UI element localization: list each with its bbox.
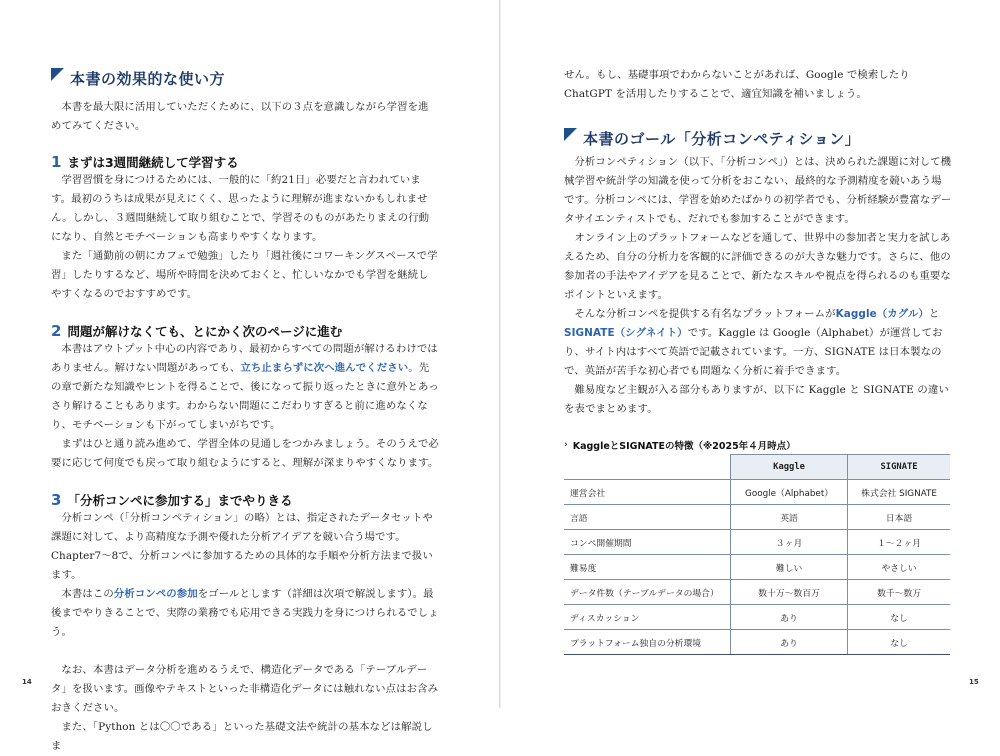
- table-cell: 数千〜数万: [848, 580, 950, 605]
- section-heading-goal: [564, 126, 952, 150]
- row-label: コンペ開催期間: [564, 530, 731, 555]
- item-number: 1: [51, 153, 62, 171]
- section-title: 本書のゴール「分析コンペティション」: [583, 129, 861, 148]
- table-cell: 株式会社 SIGNATE: [848, 480, 950, 505]
- table-cell: 数十万〜数百万: [731, 580, 848, 605]
- emphasis-text: Kaggle（カグル）: [835, 308, 929, 320]
- paragraph: 学習習慣を身につけるためには、一般的に「約21日」必要だと言われています。最初のうちは成果が見えにくく、思ったように理解が進まないかもしれません。しかし、３週間継続して取り組むことで、学習そのものがあたりまえの行動になり、自然とモチベーションも高まりやすくなります。: [51, 174, 430, 243]
- note-paragraph: なお、本書はデータ分析を進めるうえで、構造化データである「テーブルデータ」を扱います。画像やテキストといった非構造化データには触れない点はお含みおきください。: [51, 664, 439, 714]
- paragraph: また「通勤前の朝にカフェで勉強」したり「週社後にコワーキングスペースで学習」したりするなど、場所や時間を決めておくと、忙しいなかでも学習を継続しやすくなるのでおすすめです。: [51, 250, 438, 300]
- table-caption: [564, 436, 952, 454]
- left-page: [0, 0, 499, 752]
- intro-paragraph: 本書を最大限に活用していただくために、以下の３点を意識しながら学習を進めてみてください。: [51, 101, 429, 132]
- page-number: 14: [22, 678, 32, 686]
- emphasis-text: 分析コンペの参加: [113, 588, 198, 600]
- table-cell: 難しい: [731, 555, 848, 580]
- section-heading-usage: [51, 66, 439, 90]
- row-label: 難易度: [564, 555, 731, 580]
- comparison-table: [564, 454, 950, 655]
- item-title: 問題が解けなくても、とにかく次のページに進む: [67, 324, 343, 339]
- table-cell: １〜２ヶ月: [848, 530, 950, 555]
- continued-paragraph: せん。もし、基礎事項でわからないことがあれば、Google で検索したり ChatGPT を活用したりすることで、適宜知識を補いましょう。: [564, 69, 910, 100]
- table-row: [564, 530, 950, 555]
- row-label: プラットフォーム独自の分析環境: [564, 630, 731, 655]
- table-row: [564, 630, 950, 655]
- text-span: と: [928, 308, 940, 320]
- row-label: データ件数（テーブルデータの場合）: [564, 580, 731, 605]
- table-row: [564, 605, 950, 630]
- emphasis-text: SIGNATE（シグネイト）: [564, 327, 688, 339]
- text-span: 本書はこの: [61, 588, 114, 600]
- emphasis-text: 立ち止まらずに次へ進んでください: [240, 362, 409, 374]
- text-span: そんな分析コンペを提供する有名なプラットフォームが: [574, 308, 836, 320]
- table-row: [564, 505, 950, 530]
- page-number: 15: [969, 678, 979, 686]
- left-page-content: [51, 66, 439, 756]
- row-label: 運営会社: [564, 480, 731, 505]
- table-cell: あり: [731, 630, 848, 655]
- table-cell: 日本語: [848, 505, 950, 530]
- row-label: 言語: [564, 505, 731, 530]
- table-row: [564, 480, 950, 505]
- item-heading-1: [51, 153, 439, 171]
- paragraph: オンライン上のプラットフォームなどを通して、世界中の参加者と実力を試しあえるため、自分の分析力を客観的に評価できるのが大きな魅力です。さらに、他の参加者の手法やアイデアを見ることで、新たなスキルや視点を得られるのも重要なポイントといえます。: [564, 232, 951, 301]
- text-span: です。Kaggle は Google（Alphabet）が運営しており、サイト内はすべて英語で記載されています。一方、SIGNATE は日本製なので、英語が苦手な初心者でも問題なく分析に着手できます。: [564, 327, 943, 377]
- right-page: [501, 0, 1000, 708]
- section-title: 本書の効果的な使い方: [70, 69, 226, 88]
- table-header-row: [564, 455, 950, 480]
- table-header-cell: SIGNATE: [848, 455, 950, 480]
- table-cell: 英語: [731, 505, 848, 530]
- table-header-cell: Kaggle: [731, 455, 848, 480]
- heading-triangle-icon: [564, 128, 577, 141]
- table-cell: あり: [731, 605, 848, 630]
- heading-triangle-icon: [51, 68, 64, 81]
- paragraph: 分析コンペ（「分析コンペティション」の略）とは、指定されたデータセットや課題に対して、より高精度な予測や優れた分析アイデアを競い合う場です。Chapter7〜8で、分析コンペに参加するための具体的な手順や分析方法まで扱います。: [51, 512, 433, 581]
- right-page-content: [564, 66, 952, 655]
- item-number: 3: [51, 491, 62, 509]
- table-caption-text: KaggleとSIGNATEの特徴（※2025年４月時点）: [572, 441, 796, 452]
- chevron-right-icon: ›: [564, 440, 568, 450]
- paragraph: まずはひと通り読み進めて、学習全体の見通しをつかみましょう。そのうえで必要に応じて何度でも戻って取り組むようにすると、理解が深まりやすくなります。: [51, 438, 439, 469]
- paragraph: 分析コンペティション（以下、「分析コンペ」）とは、決められた課題に対して機械学習や統計学の知識を使って分析をおこない、最終的な予測精度を競いあう場です。分析コンペには、学習を始めたばかりの初学者でも、分析経験が豊富なデータサイエンティストでも、だれでも参加することができます。: [564, 156, 952, 225]
- paragraph: [51, 340, 439, 435]
- table-row: [564, 580, 950, 605]
- table-cell: なし: [848, 605, 950, 630]
- item-title: 「分析コンペに参加する」までやりきる: [67, 493, 293, 508]
- table-cell: やさしい: [848, 555, 950, 580]
- table-cell: ３ヶ月: [731, 530, 848, 555]
- text-span: 。先の章で新たな知識やヒントを得ることで、後になって振り返ったときに意外とあっさり解けることもあります。わからない問題にこだわりすぎると前に進めなくなり、モチベーションも下がってしまいがちです。: [51, 362, 439, 431]
- paragraph: [51, 585, 439, 642]
- paragraph: 難易度など主観が入る部分もありますが、以下に Kaggle と SIGNATE の違いを表でまとめます。: [564, 384, 949, 415]
- item-number: 2: [51, 322, 62, 340]
- table-cell: Google（Alphabet）: [731, 480, 848, 505]
- table-cell: なし: [848, 630, 950, 655]
- item-title: まずは3週間継続して学習する: [67, 155, 239, 170]
- table-row: [564, 555, 950, 580]
- paragraph: [564, 305, 952, 381]
- table-header-cell: [564, 455, 731, 480]
- note-paragraph: また、「Python とは〇〇である」といった基礎文法や統計の基本などは解説しま: [51, 721, 433, 752]
- text-span: 本書はアウトプット中心の内容であり、最初からすべての問題が解けるわけではありません。解けない問題があっても、: [51, 343, 438, 374]
- row-label: ディスカッション: [564, 605, 731, 630]
- item-heading-3: [51, 491, 439, 509]
- text-span: をゴールとします（詳細は次項で解説します）。最後までやりきることで、実際の業務でも応用できる実践力を身につけられるでしょう。: [51, 588, 439, 638]
- item-heading-2: [51, 322, 439, 340]
